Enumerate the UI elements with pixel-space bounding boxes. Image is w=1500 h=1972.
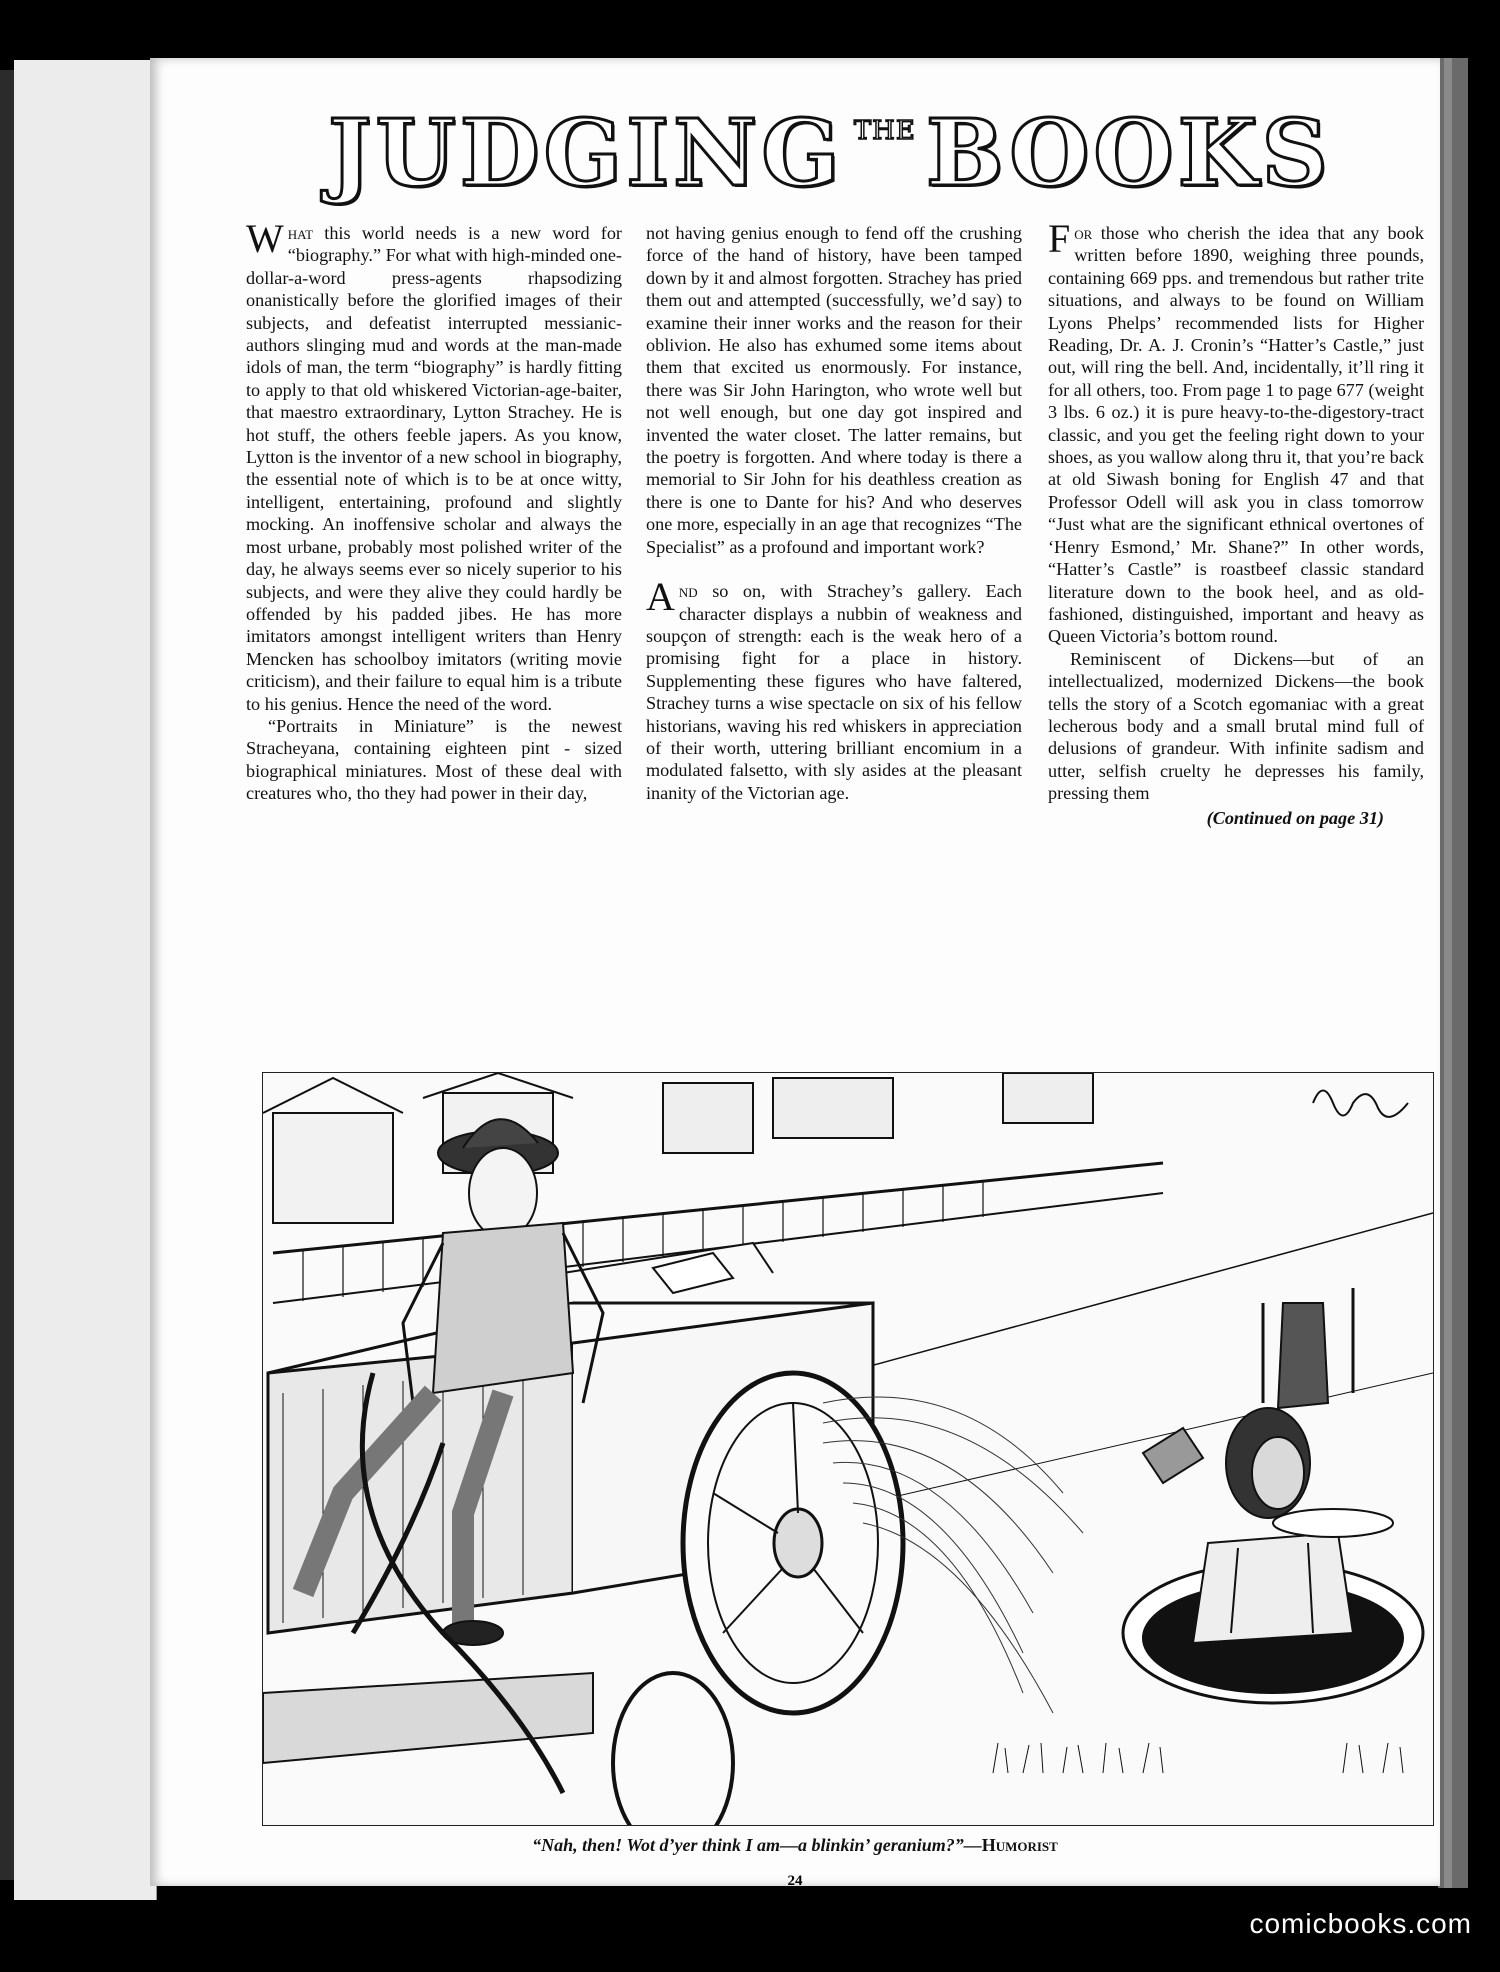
column-1-paragraph-2: “Portraits in Miniature” is the newest Stracheyana, containing eighteen pint - sized biographical miniatures. Most of these deal with creatures who, tho they had power in their day,: [246, 715, 622, 804]
section-masthead: [328, 98, 1332, 208]
column-3-paragraph-2: Reminiscent of Dickens—but of an intellectualized, modernized Dickens—the book tells the story of a Scotch egomaniac with a great lecherous body and a small brutal mind full of delusions of grandeur. With infinite sadism and utter, selfish cruelty he depresses his family, pressing them: [1048, 648, 1424, 804]
article-column-1: [246, 222, 622, 1102]
right-page-edge-shade: [1444, 58, 1452, 1888]
article-column-3: [1048, 222, 1424, 1102]
drop-cap: A: [646, 574, 675, 620]
page-number: 24: [787, 1873, 803, 1889]
page-edges: [8, 60, 158, 1900]
cartoon-caption: “Nah, then! Wot d’yer think I am—a blinkin’ geranium?”—Humorist: [532, 1835, 1058, 1855]
right-page-edge: [1438, 58, 1468, 1888]
continued-notice: (Continued on page 31): [1206, 807, 1384, 828]
column-2-paragraph-2: And so on, with Strachey’s gallery. Each character displays a nubbin of weakness and soupçon of strength: each is the weak hero of a promising fight for a place in history. Supplementing these figures who have faltered, Strachey turns a wise spectacle on six of his fellow historians, waving his red whiskers in appreciation of their worth, uttering brilliant encomium in a modulated falsetto, with sly asides at the pleasant inanity of the Victorian age.: [646, 574, 1022, 803]
column-1-paragraph-1: What this world needs is a new word for “biography.” For what with high-minded one-dollar-a-word press-agents rhapsodizing onanistically before the glorified images of their subjects, and defeatist interrupted messianic-authors slinging mud and words at the man-made idols of man, the term “biography” is hardly fitting to apply to that old whiskered Victorian-age-baiter, that maestro extraordinary, Lytton Strachey. He is hot stuff, the others feeble japers. As you know, Lytton is the inventor of a new school in biography, the essential note of which is to be at once witty, intelligent, entertaining, profound and slightly mocking. An inoffensive scholar and always the most urbane, probably most polished writer of the day, he always seems ever so nicely superior to his subjects, and were they alive they could hardly be offended by his padded jibes. He has more imitators amongst intelligent writers than Henry Mencken has schoolboy imitators (writing movie criticism), and their failure to equal him is a tribute to his genius. Hence the need of the word.: [246, 222, 622, 714]
masthead-word-the: THE: [853, 116, 916, 146]
masthead-word-books: BOOKS: [925, 99, 1332, 207]
drop-cap: F: [1048, 222, 1071, 261]
column-2-paragraph-1: not having genius enough to fend off the crushing force of the hand of history, have been tamped down by it and almost forgotten. Strachey has pried them out and attempted (successfully, we’d say) to examine their inner works and the reason for their oblivion. He also has exhumed some items about them that excited us enormously. For instance, there was Sir John Harington, who wrote well but not well enough, but one day got inspired and invented the water closet. The latter remains, but the poetry is forgotten. And where today is there a memorial to Sir John for his deathless creation as there is one to Dante for his? And who deserves one more, especially in an age that recognizes “The Specialist” as a profound and important work?: [646, 223, 1022, 557]
cartoon-drawing: [263, 1073, 1433, 1825]
watermark: comicbooks.com: [1249, 1908, 1472, 1939]
magazine-page: [150, 58, 1440, 1889]
article-column-2: [646, 222, 1022, 1102]
caption-credit: Humorist: [981, 1835, 1058, 1855]
column-3-paragraph-1: For those who cherish the idea that any book written before 1890, weighing three pounds, containing 669 pps. and tremendous but rather trite situations, and always to be found on William Lyons Phelps’ recommended lists for Higher Reading, Dr. A. J. Cronin’s “Hatter’s Castle,” just out, will ring the bell. And, incidentally, it’ll ring it for all others, too. From page 1 to page 677 (weight 3 lbs. 6 oz.) it is pure heavy-to-the-digestory-tract classic, and you get the feeling right down to your shoes, as you wallow along thru it, that you’re back at old Siwash boning for English 47 and that Professor Odell will ask you in class tomorrow “Just what are the significant ethnical overtones of ‘Henry Esmond,’ Mr. Shane?” In other words, “Hatter’s Castle” is roastbeef classic standard literature down to the book heel, and as old-fashioned, distinguished, important and heavy as Queen Victoria’s bottom round.: [1048, 222, 1424, 647]
cartoon-illustration: [262, 1072, 1434, 1826]
drop-cap: W: [246, 222, 284, 261]
masthead-word-judging: JUDGING: [328, 99, 844, 207]
